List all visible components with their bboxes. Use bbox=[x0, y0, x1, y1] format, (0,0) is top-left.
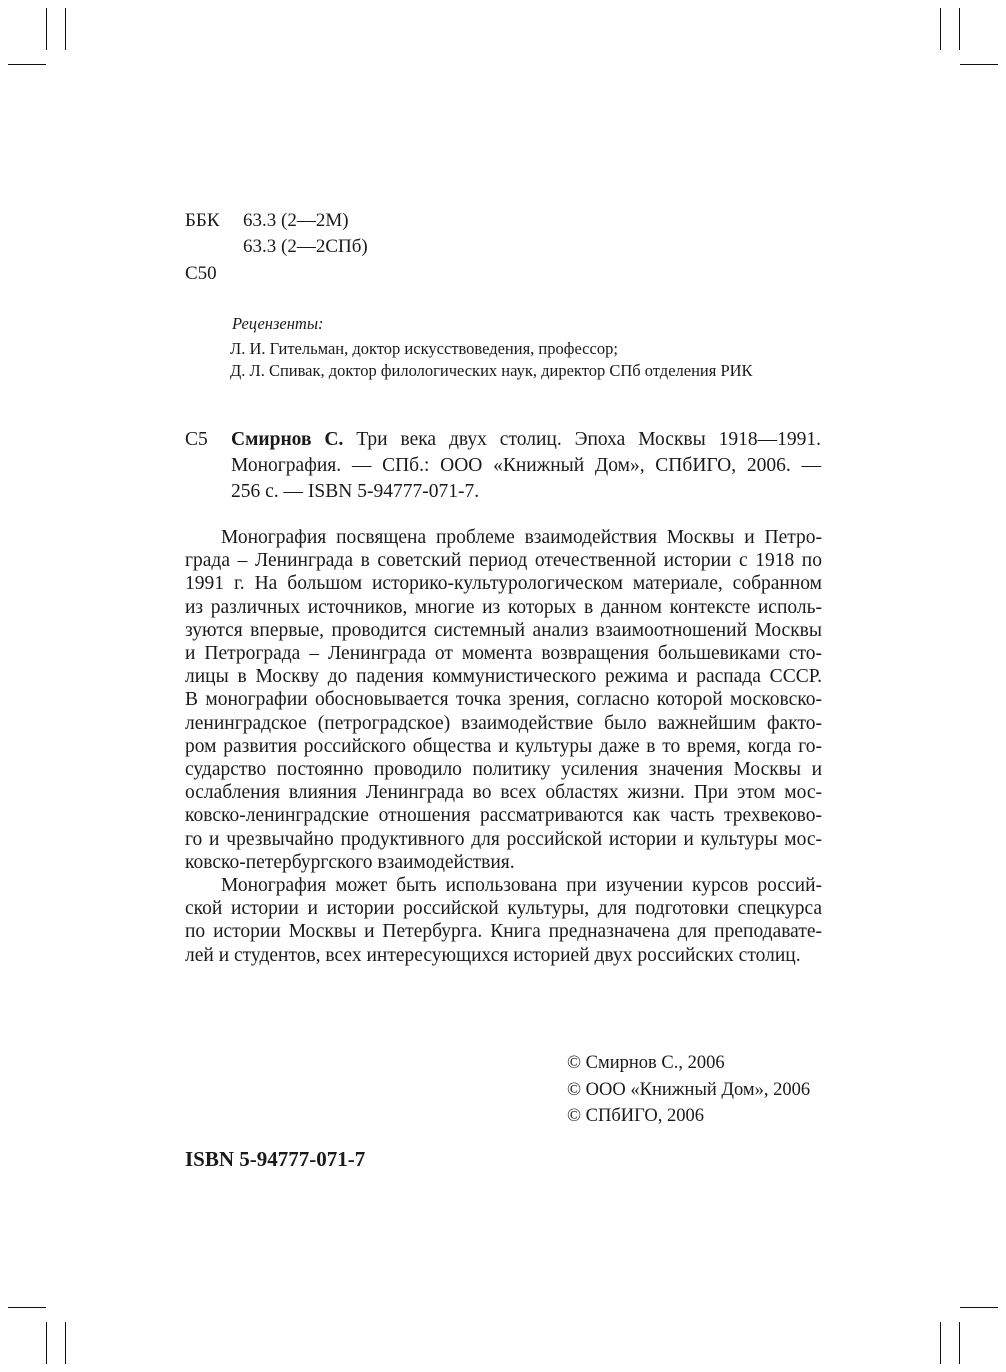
crop-mark bbox=[46, 8, 47, 50]
crop-mark bbox=[8, 64, 46, 65]
copyright-line: © Смирнов С., 2006 bbox=[567, 1053, 725, 1073]
crop-mark bbox=[46, 1322, 47, 1364]
abstract-line: сударство постоянно проводило политику усиления значения Москвы и bbox=[185, 759, 822, 781]
bbk-row bbox=[185, 208, 349, 234]
crop-mark bbox=[959, 1322, 960, 1364]
abstract-line: ленинградское (петроградское) взаимодействие было важнейшим факто- bbox=[185, 712, 822, 734]
crop-mark bbox=[959, 8, 960, 50]
catalog-author: Смирнов С. bbox=[231, 429, 344, 450]
catalog-code: С5 bbox=[185, 429, 208, 450]
abstract-line: и Петрограда – Ленинграда от момента возвращения большевиками сто- bbox=[185, 643, 822, 665]
crop-mark bbox=[65, 8, 66, 50]
abstract-line: Монография может быть использована при изучении курсов россий- bbox=[221, 875, 822, 897]
abstract-line: Монография посвящена проблеме взаимодействия Москвы и Петро- bbox=[221, 527, 822, 548]
abstract-line: по истории Москвы и Петербурга. Книга предназначена для преподавате- bbox=[185, 921, 822, 943]
crop-mark bbox=[960, 64, 998, 65]
catalog-title: Три века двух столиц. Эпоха Москвы 1918—1991. bbox=[356, 429, 821, 450]
reviewer-line: Л. И. Гительман, доктор искусствоведения, профессор; bbox=[230, 339, 618, 358]
isbn: ISBN 5-94777-071-7 bbox=[185, 1147, 366, 1171]
crop-mark bbox=[940, 8, 941, 50]
abstract-line: ской истории и истории российской культуры, для подготовки спецкурса bbox=[185, 898, 822, 920]
catalog-line: 256 с. — ISBN 5-94777-071-7. bbox=[231, 481, 480, 502]
abstract-line: го и чрезвычайно продуктивного для российской истории и культуры мос- bbox=[185, 828, 822, 850]
abstract-line: ковско-ленинградские отношения рассматриваются как часть трехвеково- bbox=[185, 805, 822, 827]
crop-mark bbox=[940, 1322, 941, 1364]
abstract-line: лей и студентов, всех интересующихся историей двух российских столиц. bbox=[185, 944, 801, 966]
abstract-line: зуются впервые, проводится системный анализ взаимоотношений Москвы bbox=[185, 619, 822, 641]
catalog-line: Монография. — СПб.: ООО «Книжный Дом», СПбИГО, 2006. — bbox=[231, 455, 821, 476]
catalog-line bbox=[231, 427, 821, 453]
copyright-line: © СПбИГО, 2006 bbox=[567, 1106, 704, 1126]
abstract-line: ром развития российского общества и культуры даже в то время, когда го- bbox=[185, 735, 822, 757]
abstract-line: ослабления влияния Ленинграда во всех областях жизни. При этом мос- bbox=[185, 782, 822, 804]
crop-mark bbox=[65, 1322, 66, 1364]
bbk-code: 63.3 (2—2СПб) bbox=[243, 236, 368, 257]
crop-mark bbox=[960, 1307, 998, 1308]
abstract-line: града – Ленинграда в советский период отечественной истории с 1918 по bbox=[185, 550, 822, 572]
abstract bbox=[185, 526, 822, 967]
abstract-line: 1991 г. На большом историко-культурологическом материале, собранном bbox=[185, 573, 822, 595]
bbk-label: ББК bbox=[185, 210, 220, 231]
reviewers-label: Рецензенты: bbox=[232, 314, 324, 333]
copyright-line: © ООО «Книжный Дом», 2006 bbox=[567, 1080, 811, 1100]
reviewer-line: Д. Л. Спивак, доктор филологических наук, директор СПб отделения РИК bbox=[230, 361, 753, 380]
abstract-line: из различных источников, многие из которых в данном контексте исполь- bbox=[185, 596, 822, 618]
crop-mark bbox=[8, 1307, 46, 1308]
abstract-line: В монографии обосновывается точка зрения, согласно которой московско- bbox=[185, 689, 822, 711]
bbk-code: 63.3 (2—2М) bbox=[243, 210, 349, 231]
bbk-author-mark: С50 bbox=[185, 263, 217, 284]
abstract-line: лицы в Москву до падения коммунистического режима и распада СССР. bbox=[185, 666, 822, 688]
abstract-line: ковско-петербургского взаимодействия. bbox=[185, 851, 515, 873]
